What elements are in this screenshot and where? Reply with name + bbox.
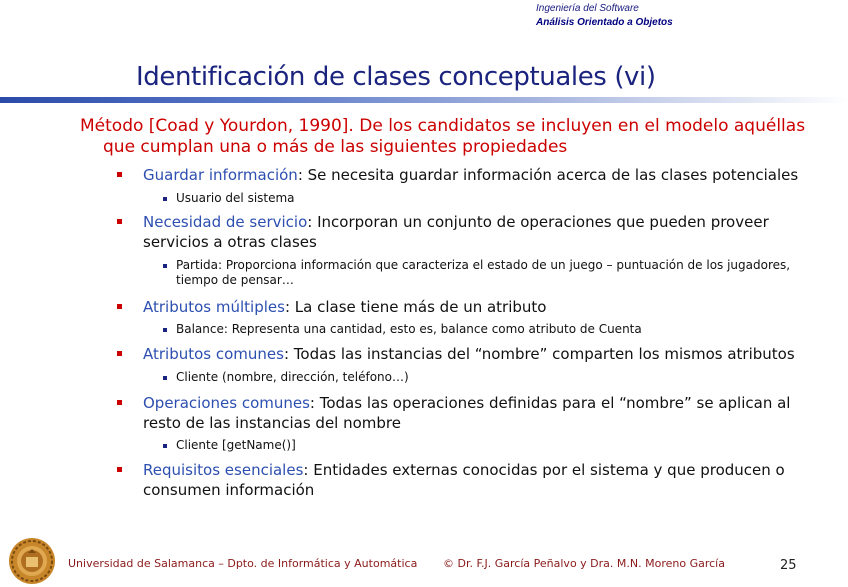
sub-bullet-marker	[163, 328, 167, 332]
bullet-marker	[117, 467, 122, 472]
bullet-term: Atributos múltiples	[143, 298, 285, 316]
bullet-item	[143, 212, 803, 252]
main-point: Método [Coad y Yourdon, 1990]. De los candidatos se incluyen en el modelo aquéllas que cumplan una o más de las siguientes propiedades	[80, 116, 806, 157]
header-subject: Análisis Orientado a Objetos	[536, 17, 673, 28]
bullet-text: : Se necesita guardar información acerca de las clases potenciales	[297, 166, 799, 184]
sub-bullet-marker	[163, 264, 167, 268]
sub-bullet-text: Cliente (nombre, dirección, teléfono…)	[176, 370, 409, 384]
sub-bullet-text: Balance: Representa una cantidad, esto es, balance como atributo de Cuenta	[176, 322, 642, 336]
bullet-marker	[117, 219, 122, 224]
bullet-marker	[117, 351, 122, 356]
bullet-term: Atributos comunes	[143, 345, 284, 363]
sub-bullet-marker	[163, 376, 167, 380]
bullet-marker	[117, 400, 122, 405]
page-number: 25	[780, 558, 797, 573]
sub-bullet-marker	[163, 444, 167, 448]
bullet-item	[143, 460, 823, 500]
bullet-marker	[117, 172, 122, 177]
slide-title: Identificación de clases conceptuales (vi)	[136, 62, 656, 92]
bullet-text: : Entidades externas conocidas por el sistema y que producen o consumen información	[143, 461, 785, 499]
bullet-item	[143, 297, 823, 317]
bullet-text: : Todas las operaciones definidas para el “nombre” se aplican al resto de las instancias del nombre	[143, 394, 791, 432]
sub-bullet-item	[176, 191, 816, 206]
bullet-item	[143, 165, 823, 185]
title-underline-bar	[0, 97, 848, 103]
footer-university: Universidad de Salamanca – Dpto. de Informática y Automática	[68, 557, 418, 570]
bullet-term: Necesidad de servicio	[143, 213, 308, 231]
sub-bullet-marker	[163, 197, 167, 201]
bullet-text: : Todas las instancias del “nombre” comparten los mismos atributos	[283, 345, 795, 363]
bullet-item	[143, 344, 833, 364]
header-course: Ingeniería del Software	[536, 3, 639, 14]
footer-authors: © Dr. F.J. García Peñalvo y Dra. M.N. Moreno García	[443, 557, 725, 570]
sub-bullet-item	[176, 438, 816, 453]
sub-bullet-text: Partida: Proporciona información que caracteriza el estado de un juego – puntuación de los jugadores, tiempo de pensar…	[176, 258, 791, 287]
bullet-marker	[117, 304, 122, 309]
sub-bullet-item	[176, 322, 816, 337]
bullet-term: Requisitos esenciales	[143, 461, 304, 479]
bullet-item	[143, 393, 823, 433]
sub-bullet-text: Usuario del sistema	[176, 191, 295, 205]
university-seal-icon	[8, 537, 56, 585]
bullet-term: Guardar información	[143, 166, 298, 184]
sub-bullet-text: Cliente [getName()]	[176, 438, 296, 452]
bullet-text: : Incorporan un conjunto de operaciones que pueden proveer servicios a otras clases	[143, 213, 769, 251]
sub-bullet-item	[176, 370, 816, 385]
bullet-text: : La clase tiene más de un atributo	[284, 298, 547, 316]
bullet-term: Operaciones comunes	[143, 394, 310, 412]
sub-bullet-item	[176, 258, 806, 288]
